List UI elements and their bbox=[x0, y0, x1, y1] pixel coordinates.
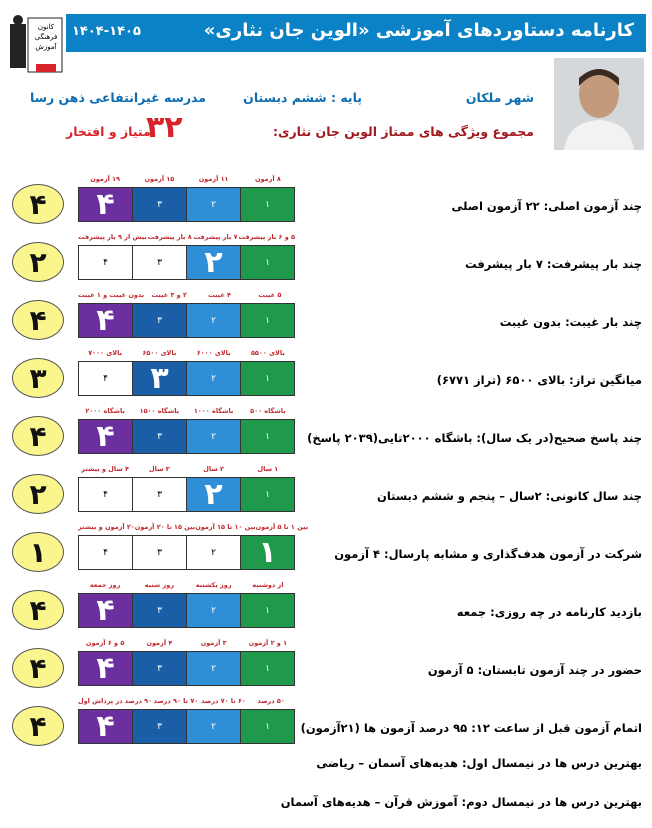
level-cell-2: ۲ bbox=[186, 304, 240, 337]
level-cell-1: ۱ bbox=[240, 420, 294, 453]
threshold-label: ۵ غیبت bbox=[258, 291, 282, 299]
row-score-circle: ۴ bbox=[12, 416, 64, 456]
kanoon-logo bbox=[8, 14, 64, 76]
threshold-label: ۱۵ آزمون bbox=[144, 175, 175, 183]
level-cell-2: ۲ bbox=[186, 362, 240, 395]
points-label: امتیاز و افتخار bbox=[66, 124, 156, 139]
academic-years: ۱۴۰۴-۱۴۰۵ bbox=[72, 24, 141, 39]
row-description: اتمام آزمون قبل از ساعت ۱۲: ۹۵ درصد آزمون ها (۲۱آزمون) bbox=[300, 721, 642, 735]
level-cell-4: ۴ bbox=[79, 420, 132, 453]
level-cell-4: ۴ bbox=[79, 304, 132, 337]
threshold-label: بیش از ۹ بار پیشرفت bbox=[78, 233, 147, 241]
level-cell-2: ۲ bbox=[186, 710, 240, 743]
threshold-label: باشگاه ۱۵۰۰ bbox=[139, 407, 180, 415]
title-banner bbox=[66, 14, 646, 52]
level-cell-1: ۱ bbox=[240, 478, 294, 511]
level-bar bbox=[78, 651, 295, 686]
threshold-label: بالای ۷۰۰۰ bbox=[88, 349, 123, 357]
row-score-circle: ۲ bbox=[12, 474, 64, 514]
threshold-label: بین ۱۵ تا ۲۰ آزمون bbox=[134, 523, 196, 531]
threshold-label: بدون غیبت و ۱ غیبت bbox=[78, 291, 145, 299]
level-cell-1: ۱ bbox=[240, 594, 294, 627]
level-cell-1: ۱ bbox=[240, 536, 294, 569]
level-cell-2: ۲ bbox=[186, 246, 240, 279]
threshold-labels bbox=[78, 697, 295, 709]
level-bar bbox=[78, 187, 295, 222]
row-description: چند سال کانونی: ۲سال – پنجم و ششم دبستان bbox=[377, 489, 642, 503]
level-cell-1: ۱ bbox=[240, 710, 294, 743]
row-score-circle: ۴ bbox=[12, 590, 64, 630]
level-bar bbox=[78, 593, 295, 628]
level-cell-3: ۳ bbox=[132, 420, 186, 453]
level-cell-4: ۴ bbox=[79, 536, 132, 569]
row-description: چند بار پیشرفت: ۷ بار پیشرفت bbox=[465, 257, 642, 271]
level-bar bbox=[78, 535, 295, 570]
student-photo bbox=[554, 58, 644, 150]
level-cell-4: ۴ bbox=[79, 188, 132, 221]
threshold-label: روز یکشنبه bbox=[195, 581, 232, 589]
level-cell-4: ۴ bbox=[79, 652, 132, 685]
threshold-label: بین ۱ تا ۵ آزمون bbox=[255, 523, 309, 531]
level-cell-3: ۳ bbox=[132, 536, 186, 569]
threshold-label: ۸ آزمون bbox=[254, 175, 281, 183]
threshold-label: ۶۰ تا ۷۰ درصد bbox=[201, 697, 246, 705]
threshold-label: ۸ بار پیشرفت bbox=[147, 233, 192, 241]
row-description: میانگین تراز: بالای ۶۵۰۰ (تراز ۶۷۷۱) bbox=[436, 373, 642, 387]
threshold-labels bbox=[78, 349, 295, 361]
row-description: چند آزمون اصلی: ۲۲ آزمون اصلی bbox=[451, 199, 642, 213]
threshold-label: روز جمعه bbox=[89, 581, 121, 589]
level-bar bbox=[78, 477, 295, 512]
best-lessons-second-half: بهترین درس ها در نیمسال دوم: آموزش قرآن – هدیه‌های آسمان bbox=[280, 795, 642, 809]
level-cell-4: ۴ bbox=[79, 478, 132, 511]
threshold-label: ۴ سال و بیشتر bbox=[81, 465, 129, 473]
threshold-label: ۷۰ تا ۹۰ درصد bbox=[153, 697, 199, 705]
threshold-label: ۴ غیبت bbox=[208, 291, 231, 299]
level-cell-4: ۴ bbox=[79, 246, 132, 279]
threshold-label: ۱ سال bbox=[257, 465, 279, 473]
level-bar bbox=[78, 303, 295, 338]
level-cell-3: ۳ bbox=[132, 188, 186, 221]
row-description: شرکت در آزمون هدف‌گذاری و مشابه پارسال: ۴ آزمون bbox=[334, 547, 642, 561]
level-cell-3: ۳ bbox=[132, 478, 186, 511]
level-cell-3: ۳ bbox=[132, 594, 186, 627]
threshold-labels bbox=[78, 639, 295, 651]
level-cell-3: ۳ bbox=[132, 304, 186, 337]
threshold-label: ۱ و ۲ آزمون bbox=[248, 639, 288, 647]
level-cell-4: ۴ bbox=[79, 594, 132, 627]
row-description: بازدید کارنامه در چه روزی: جمعه bbox=[456, 605, 642, 619]
level-bar bbox=[78, 361, 295, 396]
grade-label: پایه : ششم دبستان bbox=[243, 90, 362, 105]
page-title: کارنامه دستاوردهای آموزشی «الوین جان نثاری» bbox=[203, 20, 634, 41]
threshold-label: باشگاه ۵۰۰ bbox=[250, 407, 286, 415]
level-cell-4: ۴ bbox=[79, 362, 132, 395]
row-score-circle: ۴ bbox=[12, 184, 64, 224]
threshold-label: ۳ سال bbox=[149, 465, 170, 473]
level-bar bbox=[78, 245, 295, 280]
city-label: شهر ملکان bbox=[465, 90, 534, 105]
level-cell-1: ۱ bbox=[240, 304, 294, 337]
level-bar bbox=[78, 419, 295, 454]
threshold-label: باشگاه ۱۰۰۰ bbox=[193, 407, 234, 415]
level-cell-2: ۲ bbox=[186, 536, 240, 569]
level-cell-1: ۱ bbox=[240, 246, 294, 279]
level-cell-3: ۳ bbox=[132, 362, 186, 395]
threshold-labels bbox=[78, 291, 295, 303]
threshold-label: باشگاه ۲۰۰۰ bbox=[85, 407, 125, 415]
threshold-label: ۲ و ۳ غیبت bbox=[151, 291, 187, 299]
threshold-label: بالای ۶۵۰۰ bbox=[142, 349, 177, 357]
threshold-label: بین ۱۰ تا ۱۵ آزمون bbox=[195, 523, 256, 531]
best-lessons-first-half: بهترین درس ها در نیمسال اول: هدیه‌های آسمان – ریاضی bbox=[316, 756, 642, 770]
row-description: حضور در چند آزمون تابستان: ۵ آزمون bbox=[427, 663, 642, 677]
threshold-label: ۲۰ آزمون و بیشتر bbox=[78, 523, 135, 531]
row-description: چند بار غیبت: بدون غیبت bbox=[499, 315, 642, 329]
level-cell-3: ۳ bbox=[132, 652, 186, 685]
level-cell-1: ۱ bbox=[240, 652, 294, 685]
threshold-label: ۱۱ آزمون bbox=[198, 175, 229, 183]
level-cell-3: ۳ bbox=[132, 246, 186, 279]
row-score-circle: ۴ bbox=[12, 300, 64, 340]
level-cell-3: ۳ bbox=[132, 710, 186, 743]
row-score-circle: ۴ bbox=[12, 648, 64, 688]
threshold-label: ۵۰ درصد bbox=[257, 697, 285, 705]
row-score-circle: ۳ bbox=[12, 358, 64, 398]
threshold-labels bbox=[78, 233, 295, 245]
total-label: مجموع ویژگی های ممتاز الوین جان نثاری: bbox=[273, 124, 534, 139]
total-score: ۳۲ bbox=[146, 110, 183, 145]
threshold-label: روز شنبه bbox=[144, 581, 175, 589]
threshold-labels bbox=[78, 465, 295, 477]
logo-text: کانون فرهنگی آموزش قلم چی bbox=[34, 23, 58, 60]
threshold-label: ۷ بار پیشرفت bbox=[193, 233, 238, 241]
threshold-labels bbox=[78, 581, 295, 593]
level-bar bbox=[78, 709, 295, 744]
threshold-labels bbox=[78, 175, 295, 187]
row-description: چند پاسخ صحیح(در یک سال): باشگاه ۲۰۰۰تایی(۲۰۳۹ پاسخ) bbox=[307, 431, 642, 445]
threshold-label: بالای ۵۵۰۰ bbox=[250, 349, 285, 357]
threshold-label: ۱۹ آزمون bbox=[90, 175, 121, 183]
level-cell-1: ۱ bbox=[240, 188, 294, 221]
threshold-label: از دوشنبه bbox=[252, 581, 284, 589]
threshold-labels bbox=[78, 407, 295, 419]
level-cell-2: ۲ bbox=[186, 478, 240, 511]
row-score-circle: ۴ bbox=[12, 706, 64, 746]
threshold-label: ۵ و ۶ بار پیشرفت bbox=[238, 233, 296, 241]
threshold-labels bbox=[78, 523, 309, 535]
threshold-label: ۹۰ درصد در پرداش اول bbox=[78, 697, 153, 705]
level-cell-2: ۲ bbox=[186, 652, 240, 685]
threshold-label: ۳ آزمون bbox=[200, 639, 227, 647]
row-score-circle: ۲ bbox=[12, 242, 64, 282]
threshold-label: ۵ و ۶ آزمون bbox=[85, 639, 125, 647]
row-score-circle: ۱ bbox=[12, 532, 64, 572]
level-cell-2: ۲ bbox=[186, 188, 240, 221]
level-cell-1: ۱ bbox=[240, 362, 294, 395]
threshold-label: بالای ۶۰۰۰ bbox=[196, 349, 231, 357]
school-label: مدرسه غیرانتفاعی ذهن رسا bbox=[30, 90, 206, 105]
level-cell-4: ۴ bbox=[79, 710, 132, 743]
threshold-label: ۴ آزمون bbox=[146, 639, 173, 647]
threshold-label: ۲ سال bbox=[203, 465, 224, 473]
level-cell-2: ۲ bbox=[186, 420, 240, 453]
level-cell-2: ۲ bbox=[186, 594, 240, 627]
